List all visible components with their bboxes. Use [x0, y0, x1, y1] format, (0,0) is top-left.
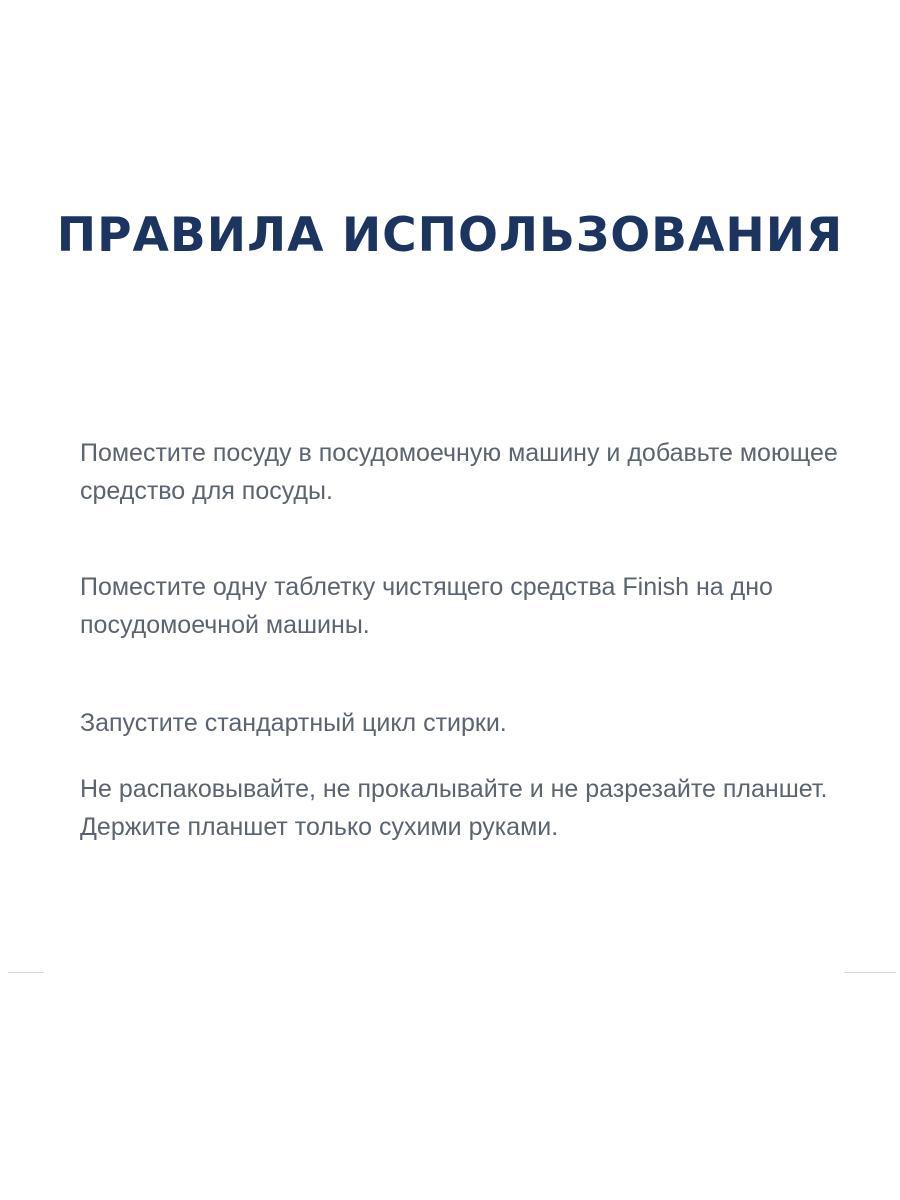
divider-left: [8, 972, 44, 973]
divider-right: [844, 972, 896, 973]
instruction-step-1: Поместите посуду в посудомоечную машину и добавьте моющее средство для посуды.: [80, 439, 838, 505]
instruction-step-2: Поместите одну таблетку чистящего средства Finish на дно посудомоечной машины.: [80, 573, 773, 639]
instruction-step-3: Запустите стандартный цикл стирки.: [80, 709, 507, 737]
page-title: ПРАВИЛА ИСПОЛЬЗОВАНИЯ: [56, 208, 844, 263]
instruction-step-4: Не распаковывайте, не прокалывайте и не разрезайте планшет. Держите планшет только сухими руками.: [80, 775, 828, 841]
